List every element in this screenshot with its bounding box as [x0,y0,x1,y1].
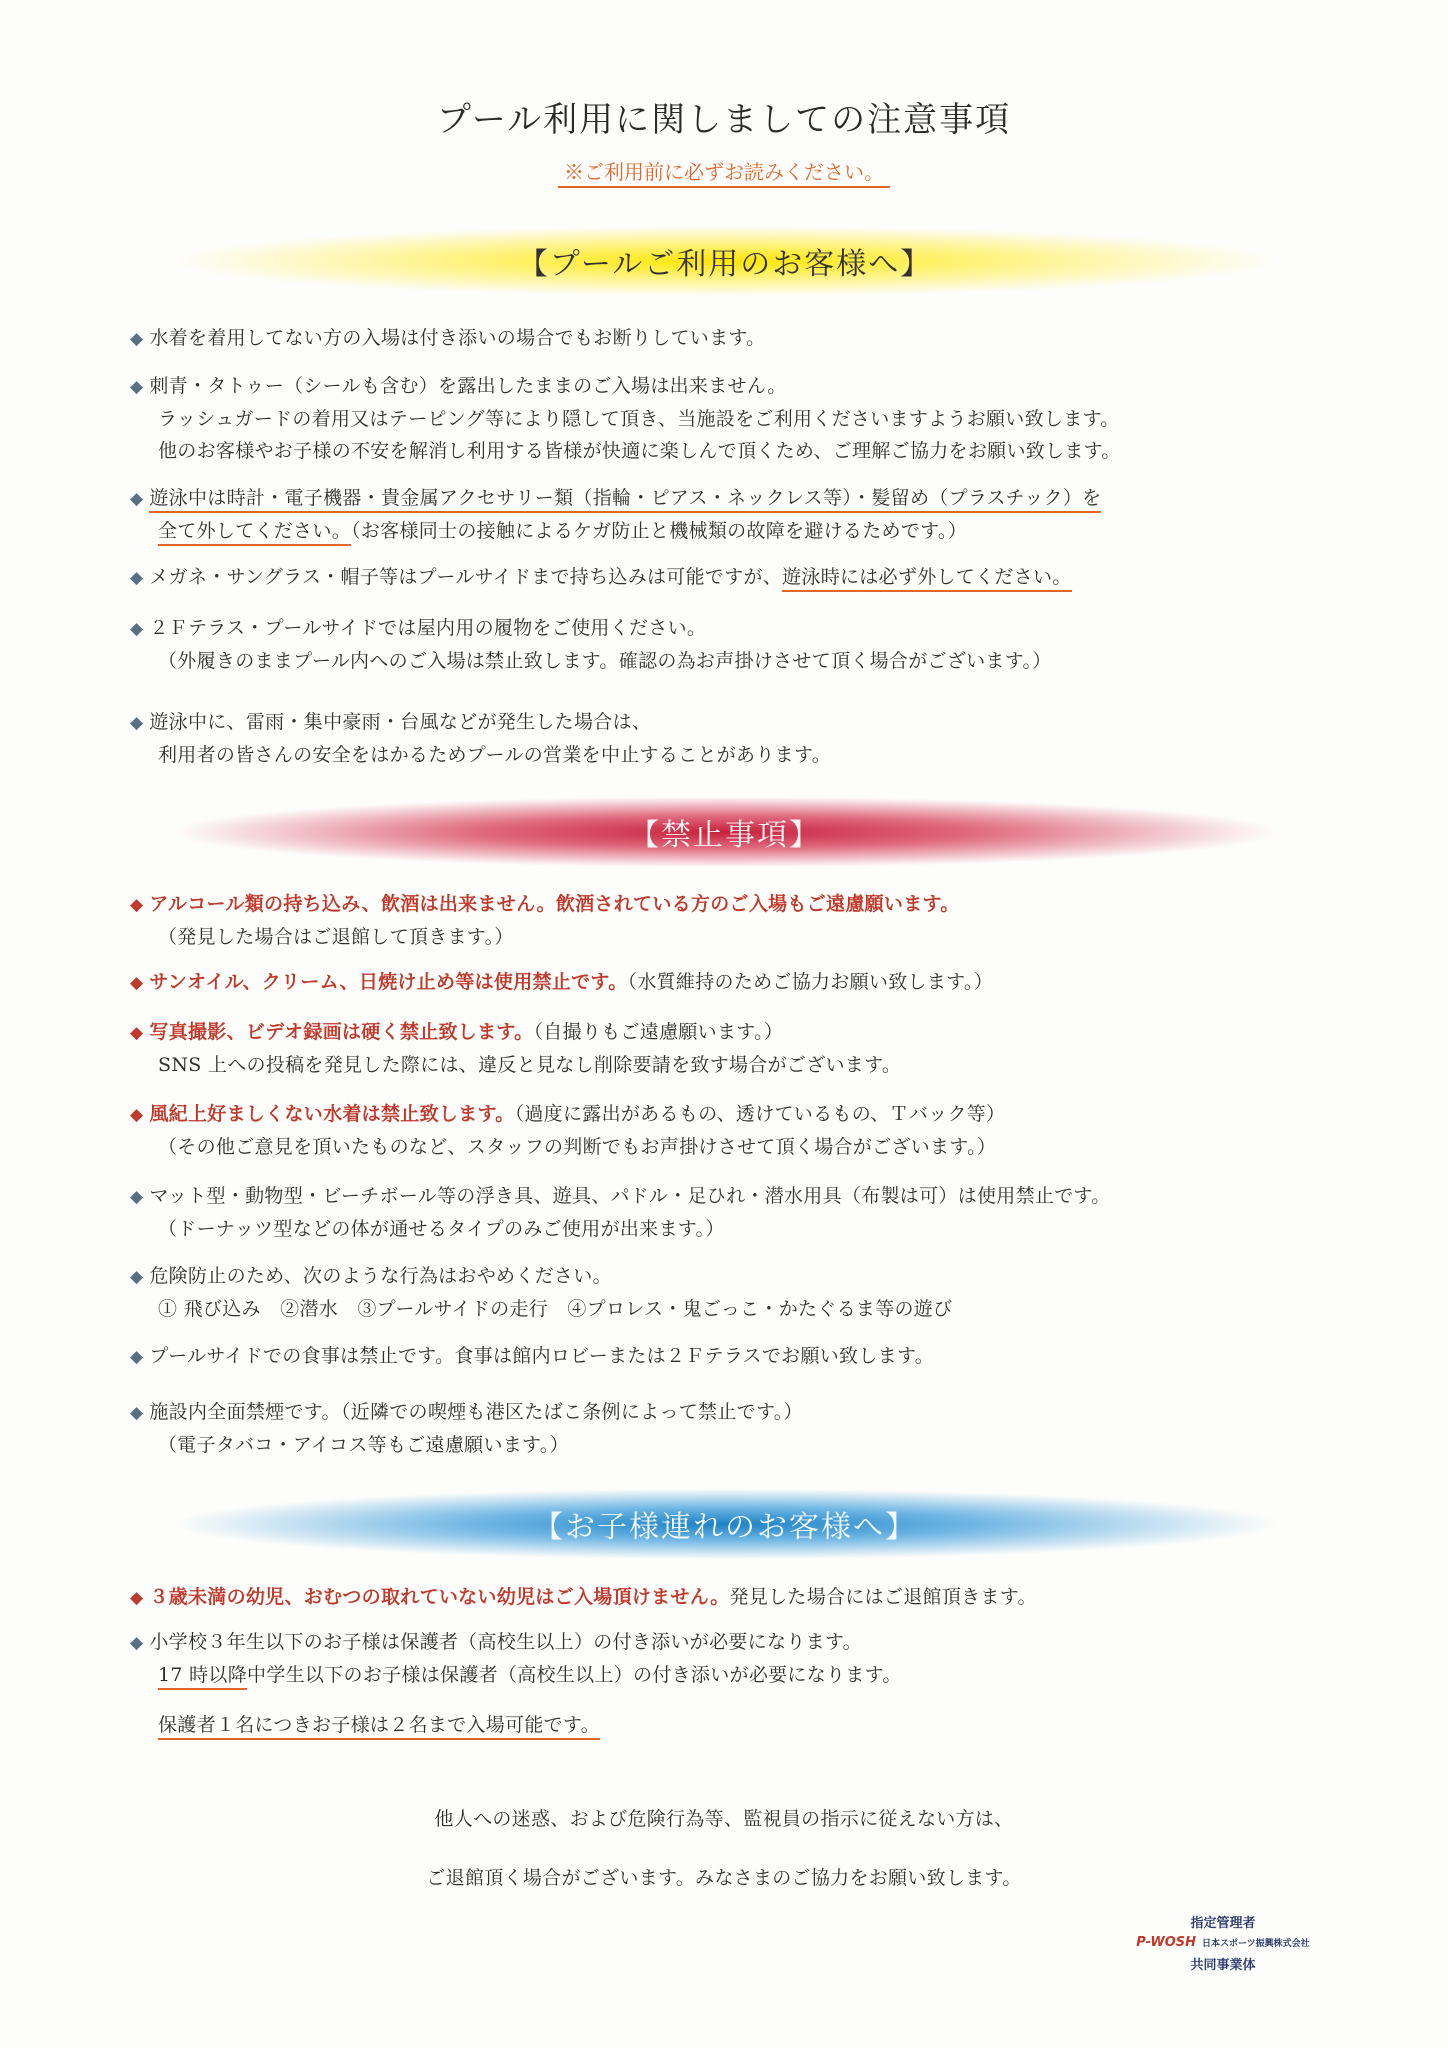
prohibited-item-1: アルコール類の持ち込み、飲酒は出来ません。飲酒されている方のご入場もご遠慮願います。 [149,893,960,915]
prohibited-item-6: 危険防止のため、次のような行為はおやめください。 [149,1265,612,1287]
list-item [130,1626,1310,1691]
list-item [130,1340,1310,1373]
diamond-bullet-icon: ◆ [130,1105,144,1125]
list-item [130,1396,1310,1461]
page-title: プール利用に関しましての注意事項 [436,100,1012,140]
list-item [130,370,1310,467]
diamond-bullet-icon: ◆ [130,1588,144,1608]
prohibited-item-3-line-2: SNS 上への投稿を発見した際には、違反と見なし削除要請を致す場合がございます。 [158,1054,902,1076]
list-item [130,612,1310,677]
banner-prohibited [150,798,1300,866]
prohibited-item-6-line-2: ① 飛び込み ②潜水 ③プールサイドの走行 ④プロレス・鬼ごっこ・かたぐるま等の遊び [158,1298,953,1320]
prohibited-item-8: 施設内全面禁煙です。（近隣での喫煙も港区たばこ条例によって禁止です。） [149,1401,803,1423]
stamp-org-a: P-WOSH [1136,1935,1197,1950]
guests-item-6-line-2: 利用者の皆さんの安全をはかるためプールの営業を中止することがあります。 [158,744,832,766]
banner-children [150,1490,1300,1558]
children-item-2: 小学校３年生以下のお子様は保護者（高校生以上）の付き添いが必要になります。 [149,1631,862,1653]
stamp-joint: 共同事業体 [1190,1958,1256,1973]
guests-item-5-line-2: （外履きのままプール内へのご入場は禁止致します。確認の為お声掛けさせて頂く場合がございます。） [158,650,1052,672]
guests-item-3-note: （お客様同士の接触によるケガ防止と機械類の故障を避けるためです。） [351,520,968,542]
management-stamp [1103,1912,1343,1973]
prohibited-item-4-note: （過度に露出があるもの、透けているもの、Ｔバック等） [514,1103,1006,1125]
prohibited-item-7: プールサイドでの食事は禁止です。食事は館内ロビーまたは２Ｆテラスでお願い致します。 [149,1345,935,1367]
stamp-orgs [1103,1935,1343,1950]
prohibited-item-3-note: （自撮りもご遠慮願います。） [533,1021,784,1043]
list-item [130,1709,1310,1741]
closing-line-1: 他人への迷惑、および危険行為等、監視員の指示に従えない方は、 [434,1808,1014,1830]
list-item [130,482,1310,547]
guests-item-3-line-1: 遊泳中は時計・電子機器・貴金属アクセサリー類（指輪・ピアス・ネックレス等）・髪留め（プラスチック）を [149,487,1101,513]
list-item [130,966,1310,999]
list-item [130,706,1310,771]
closing-line-2: ご退館頂く場合がございます。みなさまのご協力をお願い致します。 [426,1867,1022,1889]
banner-guests [150,227,1300,295]
prohibited-item-8-line-2: （電子タバコ・アイコス等もご遠慮願います。） [158,1434,569,1456]
children-item-3: 保護者１名につきお子様は２名まで入場可能です。 [158,1714,600,1740]
subtitle [0,156,1448,185]
list-item [130,1581,1310,1614]
prohibited-item-3: 写真撮影、ビデオ録画は硬く禁止致します。 [149,1021,534,1043]
diamond-bullet-icon: ◆ [130,568,144,588]
guests-item-2-line-3: 他のお客様やお子様の不安を解消し利用する皆様が快適に楽しんで頂くため、ご理解ご協力をお願い致します。 [158,440,1121,462]
diamond-bullet-icon: ◆ [130,895,144,915]
subtitle-text: ※ご利用前に必ずお読みください。 [558,160,890,188]
guests-item-2-line-2: ラッシュガードの着用又はテーピング等により隠して頂き、当施設をご利用くださいますようお願い致します。 [158,408,1120,430]
prohibited-item-4: 風紀上好ましくない水着は禁止致します。 [149,1103,515,1125]
diamond-bullet-icon: ◆ [130,1187,144,1207]
children-item-2-time: 17 時以降 [158,1664,247,1690]
prohibited-item-5: マット型・動物型・ビーチボール等の浮き具、遊具、パドル・足ひれ・潜水用具（布製は可）は使用禁止です。 [149,1185,1111,1207]
diamond-bullet-icon: ◆ [130,973,144,993]
children-item-1-note: 発見した場合にはご退館頂きます。 [729,1586,1037,1608]
stamp-role: 指定管理者 [1190,1916,1256,1931]
prohibited-item-5-line-2: （ドーナッツ型などの体が通せるタイプのみご使用が出来ます。） [158,1218,725,1240]
prohibited-item-2-note: （水質維持のためご協力お願い致します。） [627,971,993,993]
list-item [130,1260,1310,1325]
prohibited-item-4-line-2: （その他ご意見を頂いたものなど、スタッフの判断でもお声掛けさせて頂く場合がございます。） [158,1136,997,1158]
diamond-bullet-icon: ◆ [130,1347,144,1367]
diamond-bullet-icon: ◆ [130,1633,144,1653]
list-item [130,561,1310,594]
list-item [130,888,1310,953]
guests-item-3-emphasis: 全て外してください。 [158,520,351,546]
guests-item-6-line-1: 遊泳中に、雷雨・集中豪雨・台風などが発生した場合は、 [149,711,652,733]
diamond-bullet-icon: ◆ [130,377,144,397]
diamond-bullet-icon: ◆ [130,619,144,639]
diamond-bullet-icon: ◆ [130,1403,144,1423]
guests-item-1: 水着を着用してない方の入場は付き添いの場合でもお断りしています。 [149,327,766,349]
children-item-2-line-2: 中学生以下のお子様は保護者（高校生以上）の付き添いが必要になります。 [247,1664,902,1686]
diamond-bullet-icon: ◆ [130,1023,144,1043]
diamond-bullet-icon: ◆ [130,1267,144,1287]
diamond-bullet-icon: ◆ [130,329,144,349]
guests-item-2-line-1: 刺青・タトゥー（シールも含む）を露出したままのご入場は出来ません。 [149,375,787,397]
prohibited-item-2: サンオイル、クリーム、日焼け止め等は使用禁止です。 [149,971,628,993]
guests-item-5-line-1: ２Ｆテラス・プールサイドでは屋内用の履物をご使用ください。 [149,617,707,639]
banner-guests-label: 【プールご利用のお客様へ】 [517,247,933,282]
prohibited-item-1-note: （発見した場合はご退館して頂きます。） [158,926,514,948]
list-item [130,322,1310,355]
stamp-org-b: 日本スポーツ振興株式会社 [1202,1939,1310,1949]
list-item [130,1016,1310,1081]
guests-item-4: メガネ・サングラス・帽子等はプールサイドまで持ち込みは可能ですが、 [149,566,783,588]
list-item [130,1098,1310,1163]
banner-prohibited-label: 【禁止事項】 [629,818,821,853]
banner-children-label: 【お子様連れのお客様へ】 [533,1510,917,1545]
list-item [130,1180,1310,1245]
children-item-1: ３歳未満の幼児、おむつの取れていない幼児はご入場頂けません。 [149,1586,730,1608]
guests-item-4-emphasis: 遊泳時には必ず外してください。 [782,566,1072,592]
diamond-bullet-icon: ◆ [130,489,144,509]
diamond-bullet-icon: ◆ [130,713,144,733]
